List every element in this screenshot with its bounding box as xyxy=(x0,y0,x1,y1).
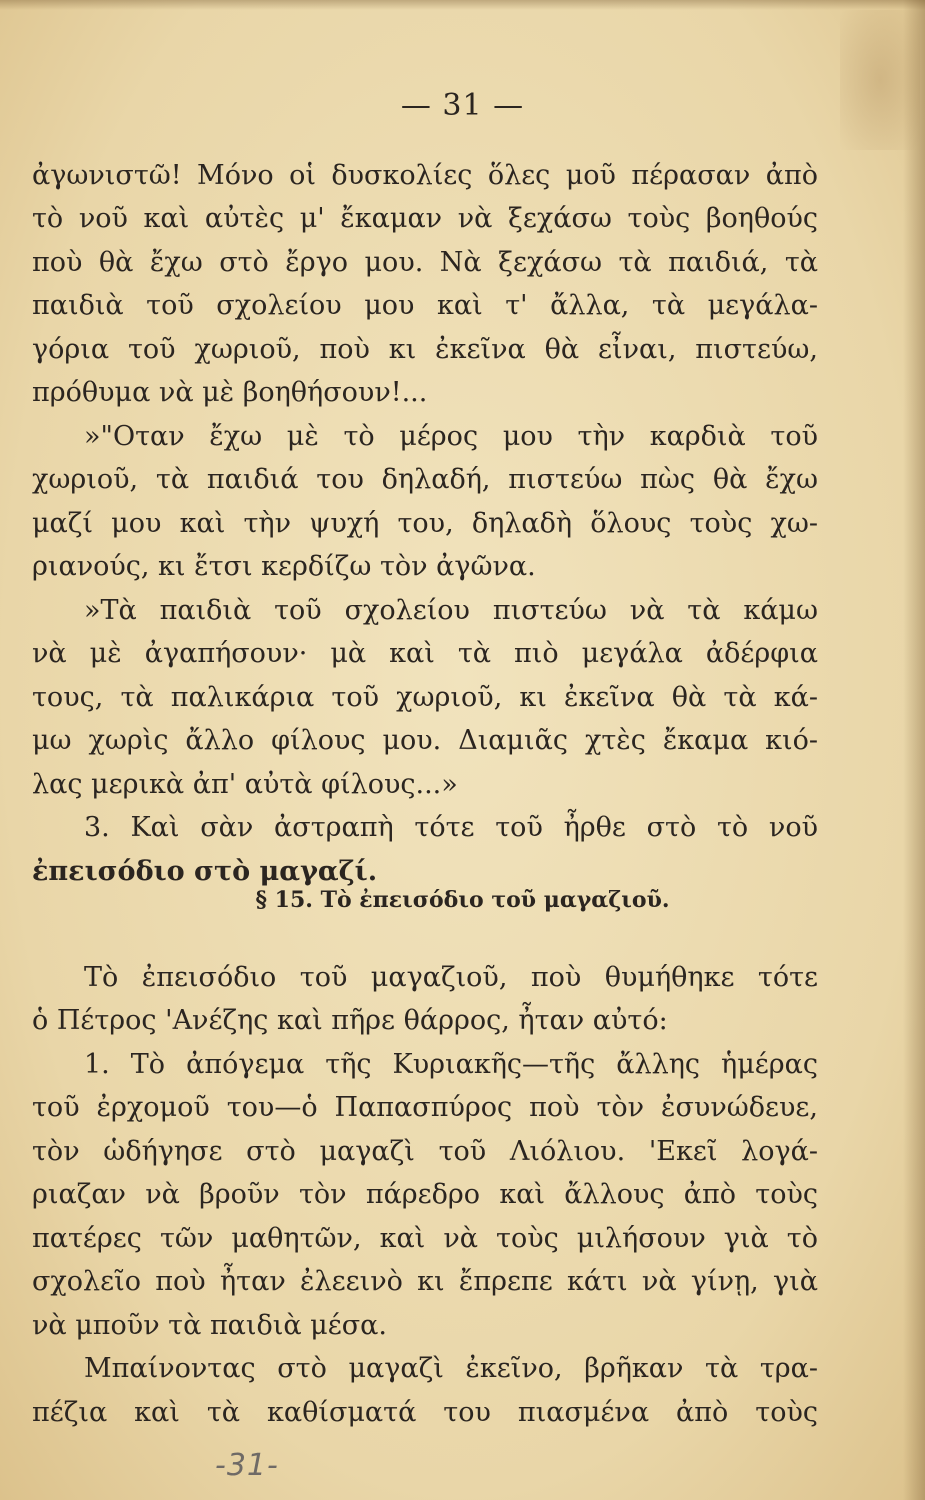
text-line: »"Οταν ἔχω μὲ τὸ μέρος μου τὴν καρδιὰ τοῦ xyxy=(84,421,818,452)
text-line: τὸ νοῦ καὶ αὐτὲς μ' ἔκαμαν νὰ ξεχάσω τοὺς βοηθούς xyxy=(32,203,818,234)
page-number: — 31 — xyxy=(400,88,525,123)
text-line: νὰ μὲ ἀγαπήσουν· μὰ καὶ τὰ πιὸ μεγάλα ἀδέρφια xyxy=(32,638,818,669)
text-line: ἐπεισόδιο στὸ μαγαζί. xyxy=(32,856,378,887)
text-line: ριανούς, κι ἔτσι κερδίζω τὸν ἀγῶνα. xyxy=(32,551,536,582)
text-line: γόρια τοῦ χωριοῦ, ποὺ κι ἐκεῖνα θὰ εἶναι, πιστεύω, xyxy=(32,334,818,365)
text-line: μω χωρὶς ἄλλο φίλους μου. Διαμιᾶς χτὲς ἔκαμα κιό- xyxy=(32,725,818,756)
text-line: Τὸ ἐπεισόδιο τοῦ μαγαζιοῦ, ποὺ θυμήθηκε τότε xyxy=(84,962,818,993)
text-line: παιδιὰ τοῦ σχολείου μου καὶ τ' ἄλλα, τὰ μεγάλα- xyxy=(32,290,818,321)
text-line: χωριοῦ, τὰ παιδιά του δηλαδή, πιστεύω πὼς θὰ ἔχω xyxy=(32,464,818,495)
handwritten-page-number: -31- xyxy=(215,1448,279,1483)
text-line: πέζια καὶ τὰ καθίσματά του πιασμένα ἀπὸ τοὺς xyxy=(32,1397,818,1428)
text-line: πρόθυμα νὰ μὲ βοηθήσουν!... xyxy=(32,377,428,408)
text-line: τοῦ ἐρχομοῦ του—ὁ Παπασπύρος ποὺ τὸν ἐσυνώδευε, xyxy=(32,1092,818,1123)
text-line: Μπαίνοντας στὸ μαγαζὶ ἐκεῖνο, βρῆκαν τὰ τρα- xyxy=(84,1353,818,1384)
text-line: λας μερικὰ ἀπ' αὐτὰ φίλους...» xyxy=(32,769,458,800)
text-line: ὁ Πέτρος 'Ανέζης καὶ πῆρε θάρρος, ἦταν αὐτό: xyxy=(32,1005,668,1036)
text-line: μαζί μου καὶ τὴν ψυχή του, δηλαδὴ ὅλους τοὺς χω- xyxy=(32,508,818,539)
text-line: ριαζαν νὰ βροῦν τὸν πάρεδρο καὶ ἄλλους ἀπὸ τοὺς xyxy=(32,1179,818,1210)
section-heading: § 15. Τὸ ἐπεισόδιο τοῦ μαγαζιοῦ. xyxy=(255,887,670,913)
text-line: πατέρες τῶν μαθητῶν, καὶ νὰ τοὺς μιλήσουν γιὰ τὸ xyxy=(32,1223,818,1254)
text-line: νὰ μποῦν τὰ παιδιὰ μέσα. xyxy=(32,1310,387,1341)
page-edge-right xyxy=(903,0,925,1500)
page-edge-top xyxy=(0,0,925,10)
text-line: σχολεῖο ποὺ ἦταν ἐλεεινὸ κι ἔπρεπε κάτι νὰ γίνῃ, γιὰ xyxy=(32,1266,818,1297)
text-line: ἀγωνιστῶ! Μόνο οἱ δυσκολίες ὅλες μοῦ πέρασαν ἀπὸ xyxy=(32,160,818,191)
text-line: τὸν ὡδήγησε στὸ μαγαζὶ τοῦ Λιόλιου. 'Εκεῖ λογά- xyxy=(32,1136,818,1167)
text-line: »Τὰ παιδιὰ τοῦ σχολείου πιστεύω νὰ τὰ κάμω xyxy=(84,595,818,626)
text-line: ποὺ θὰ ἔχω στὸ ἔργο μου. Νὰ ξεχάσω τὰ παιδιά, τὰ xyxy=(32,247,818,278)
text-line: 3. Καὶ σὰν ἀστραπὴ τότε τοῦ ἦρθε στὸ τὸ νοῦ xyxy=(84,812,818,843)
paper-stain xyxy=(840,10,920,150)
text-line: τους, τὰ παλικάρια τοῦ χωριοῦ, κι ἐκεῖνα θὰ τὰ κά- xyxy=(32,682,818,713)
text-line: 1. Τὸ ἀπόγεμα τῆς Κυριακῆς—τῆς ἄλλης ἡμέρας xyxy=(84,1049,818,1080)
